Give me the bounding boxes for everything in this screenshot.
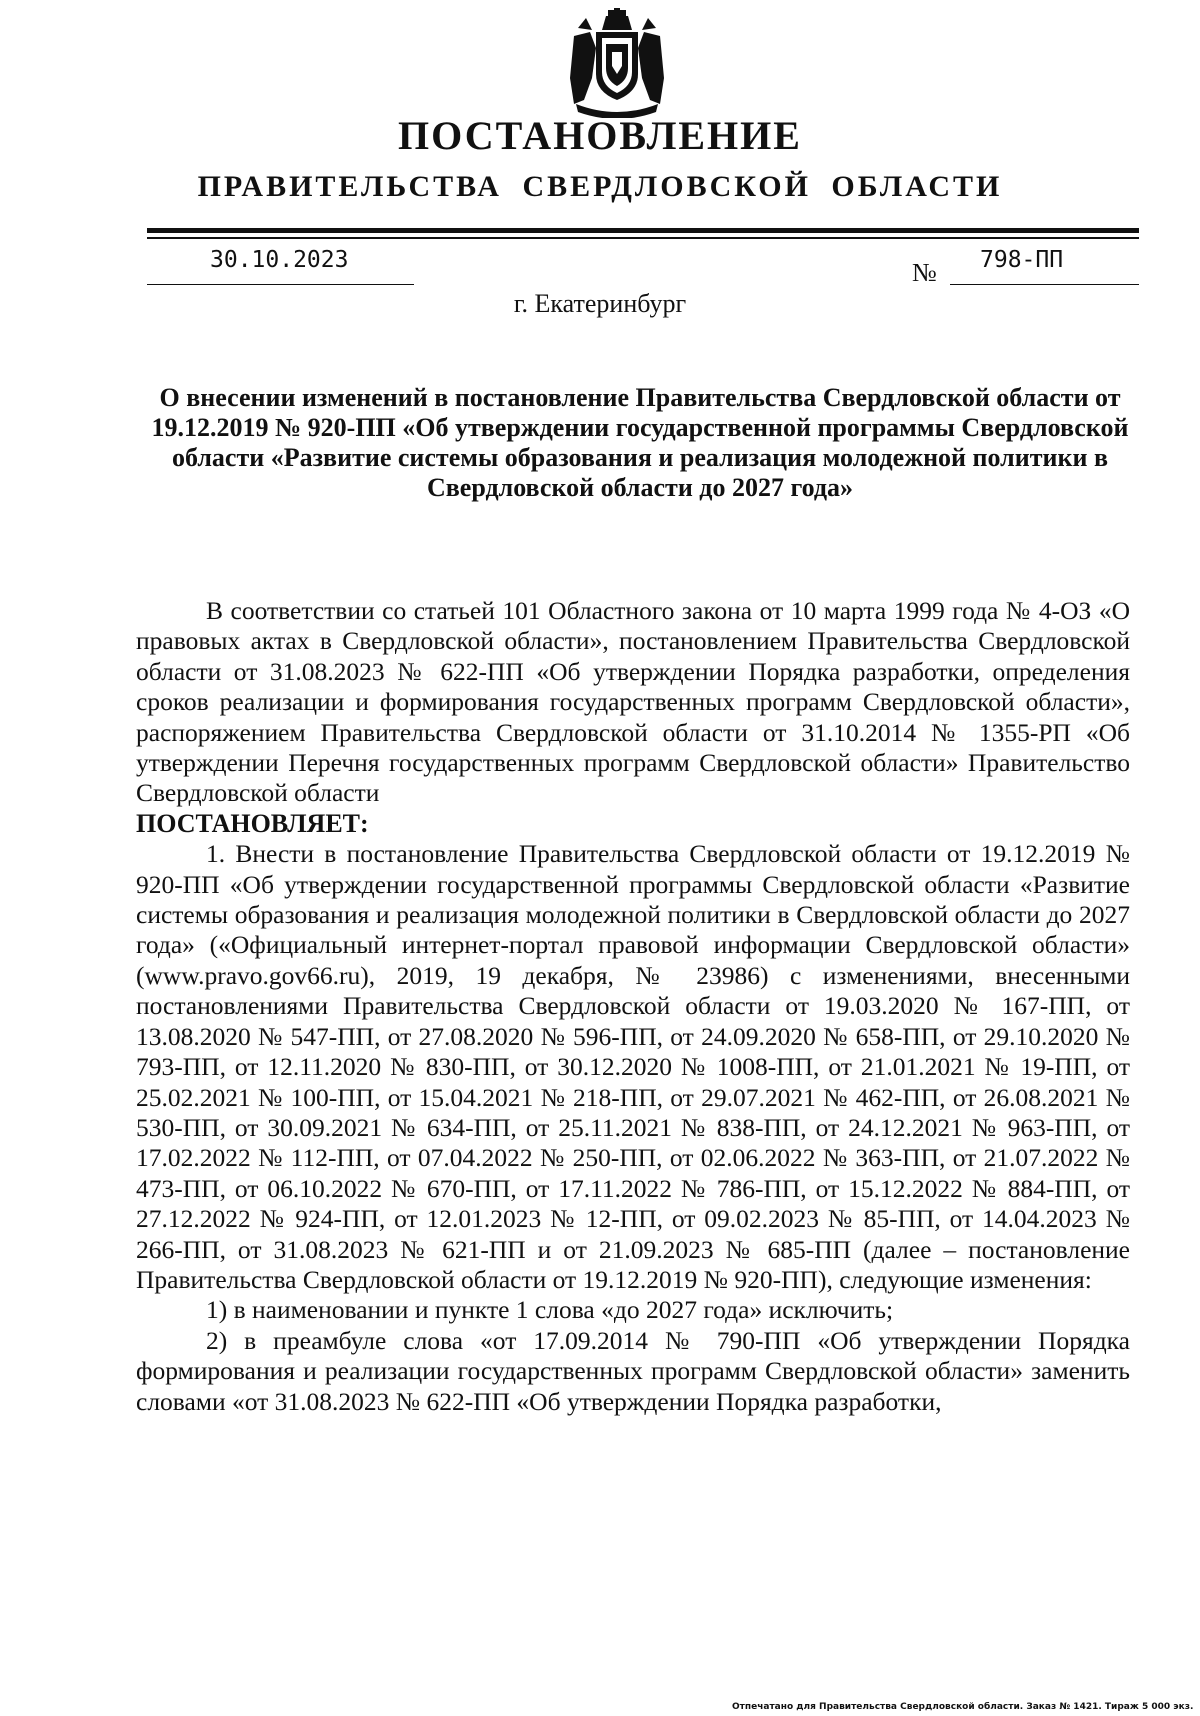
document-heading: О внесении изменений в постановление Правительства Свердловской области от 19.12.2019 № 920-ПП «Об утверждении государственной программы Свердловской области «Развитие системы образования и реализация молодежной политики в Свердловской области до 2027 года» [151,383,1129,502]
subitem-2-paragraph: 2) в преамбуле слова «от 17.09.2014 № 790-ПП «Об утверждении Порядка формирования и реализации государственных программ Свердловской области» заменить словами «от 31.08.2023 № 622-ПП «Об утверждении Порядка разработки, [136,1325,1130,1416]
subitem-1-paragraph: 1) в наименовании и пункте 1 слова «до 2027 года» исключить; [206,1295,894,1325]
coat-of-arms-graphic [566,8,668,118]
decree-word: ПОСТАНОВЛЯЕТ: [136,808,369,838]
header-divider-thick [147,228,1139,233]
preamble-paragraph: В соответствии со статьей 101 Областного закона от 10 марта 1999 года № 4-ОЗ «О правовых актах в Свердловской области», постановлением Правительства Свердловской области от 31.08.2023 № 622-ПП «Об утверждении Порядка разработки, определения сроков реализации и формирования государственных программ Свердловской области», распоряжением Правительства Свердловской области от 31.10.2014 № 1355-РП «Об утверждении Перечня государственных программ Свердловской области» Правительство Свердловской области [136,596,1130,808]
document-type-title: ПОСТАНОВЛЕНИЕ [398,113,802,158]
item-1-paragraph: 1. Внести в постановление Правительства Свердловской области от 19.12.2019 № 920-ПП «Об утверждении государственной программы Свердловской области «Развитие системы образования и реализация молодежной политики в Свердловской области до 2027 года» («Официальный интернет-портал правовой информации Свердловской области» (www.pravo.gov66.ru), 2019, 19 декабря, № 23986) с изменениями, внесенными постановлениями Правительства Свердловской области от 19.03.2020 № 167-ПП, от 13.08.2020 № 547-ПП, от 27.08.2020 № 596-ПП, от 24.09.2020 № 658-ПП, от 29.10.2020 № 793-ПП, от 12.11.2020 № 830-ПП, от 30.12.2020 № 1008-ПП, от 21.01.2021 № 19-ПП, от 25.02.2021 № 100-ПП, от 15.04.2021 № 218-ПП, от 29.07.2021 № 462-ПП, от 26.08.2021 № 530-ПП, от 30.09.2021 № 634-ПП, от 25.11.2021 № 838-ПП, от 24.12.2021 № 963-ПП, от 17.02.2022 № 112-ПП, от 07.04.2022 № 250-ПП, от 02.06.2022 № 363-ПП, от 21.07.2022 № 473-ПП, от 06.10.2022 № 670-ПП, от 17.11.2022 № 786-ПП, от 15.12.2022 № 884-ПП, от 27.12.2022 № 924-ПП, от 12.01.2023 № 12-ПП, от 09.02.2023 № 85-ПП, от 14.04.2023 № 266-ПП, от 31.08.2023 № 621-ПП и от 21.09.2023 № 685-ПП (далее – постановление Правительства Свердловской области от 19.12.2019 № 920-ПП), следующие изменения: [136,839,1130,1294]
document-date: 30.10.2023 [210,247,349,273]
document-body [136,596,1130,1417]
document-city: г. Екатеринбург [513,289,687,318]
header-divider-thin [147,237,1139,239]
document-number: 798-ПП [980,247,1064,273]
issuing-authority: ПРАВИТЕЛЬСТВА СВЕРДЛОВСКОЙ ОБЛАСТИ [197,170,1003,203]
date-underline [147,284,414,285]
print-footer: Отпечатано для Правительства Свердловской области. Заказ № 1421. Тираж 5 000 экз. [732,1702,1194,1712]
number-sign: № [912,258,937,287]
number-underline [950,284,1139,285]
coat-of-arms-icon [566,8,668,118]
